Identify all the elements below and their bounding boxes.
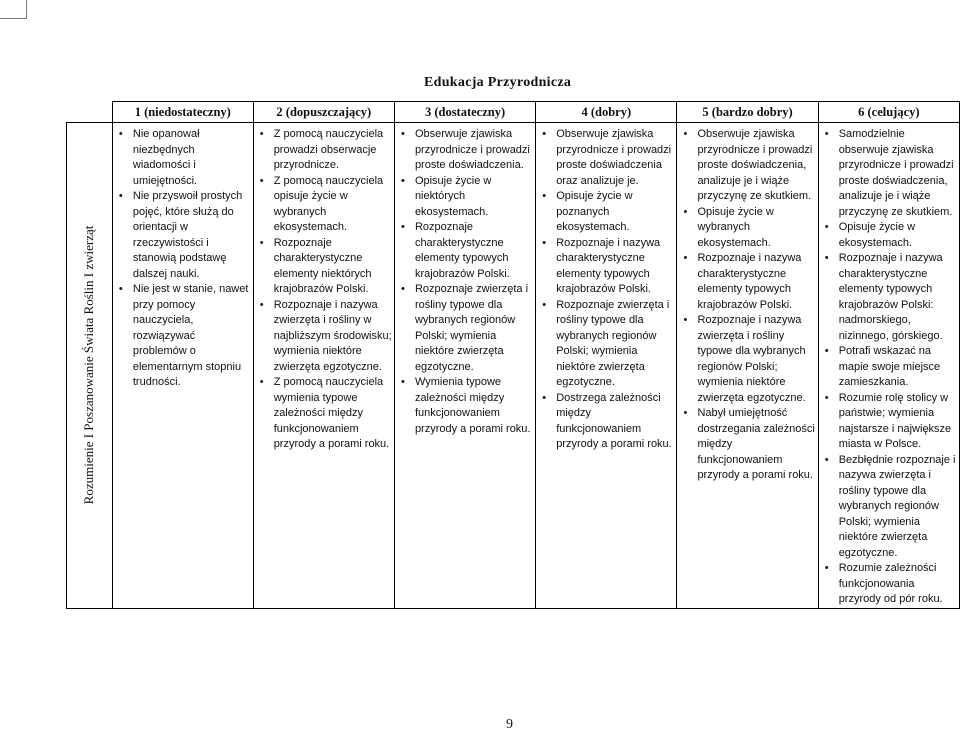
list-item: • Potrafi wskazać na mapie swoje miejsce zamieszkania. bbox=[839, 344, 957, 391]
grading-table bbox=[66, 101, 960, 609]
grade-1-cell bbox=[112, 123, 253, 609]
page-number: 9 bbox=[506, 717, 513, 732]
list-item: • Samodzielnie obserwuje zjawiska przyrodnicze i prowadzi proste doświadczenia, analizuje je i wiąże przyczynę ze skutkiem. bbox=[839, 127, 957, 220]
grade-header-5: 5 (bardzo dobry) bbox=[677, 102, 818, 123]
list-item: • Rozpoznaje zwierzęta i rośliny typowe dla wybranych regionów Polski; wymienia niektóre zwierzęta egzotyczne. bbox=[556, 298, 674, 391]
list-item: • Rozpoznaje i nazywa charakterystyczne elementy typowych krajobrazów Polski. bbox=[697, 251, 815, 313]
criteria-row bbox=[67, 123, 960, 609]
list-item: • Rozpoznaje zwierzęta i rośliny typowe dla wybranych regionów Polski; wymienia niektóre zwierzęta egzotyczne. bbox=[415, 282, 533, 375]
grade-header-6: 6 (celujący) bbox=[818, 102, 959, 123]
list-item: • Rozumie zależności funkcjonowania przyrody od pór roku. bbox=[839, 561, 957, 608]
list-item: • Z pomocą nauczyciela opisuje życie w wybranych ekosystemach. bbox=[274, 174, 392, 236]
crop-mark-vertical bbox=[26, 0, 27, 18]
grade-2-list bbox=[254, 127, 394, 453]
list-item: • Nie przyswoił prostych pojęć, które służą do orientacji w rzeczywistości i stanowią podstawę dalszej nauki. bbox=[133, 189, 251, 282]
list-item: • Rozpoznaje charakterystyczne elementy typowych krajobrazów Polski. bbox=[415, 220, 533, 282]
list-item: • Opisuje życie w wybranych ekosystemach. bbox=[697, 205, 815, 252]
list-item: • Nie opanował niezbędnych wiadomości i umiejętności. bbox=[133, 127, 251, 189]
document-title: Edukacja Przyrodnicza bbox=[424, 75, 572, 90]
list-item: • Nie jest w stanie, nawet przy pomocy nauczyciela, rozwiązywać problemów o elementarnym stopniu trudności. bbox=[133, 282, 251, 391]
grade-2-cell bbox=[253, 123, 394, 609]
grade-header-4: 4 (dobry) bbox=[536, 102, 677, 123]
list-item: • Dostrzega zależności między funkcjonowaniem przyrody a porami roku. bbox=[556, 391, 674, 453]
list-item: • Opisuje życie w niektórych ekosystemach. bbox=[415, 174, 533, 221]
list-item: • Opisuje życie w poznanych ekosystemach. bbox=[556, 189, 674, 236]
grade-5-cell bbox=[677, 123, 818, 609]
grade-header-2: 2 (dopuszczający) bbox=[253, 102, 394, 123]
grade-4-list bbox=[536, 127, 676, 453]
list-item: • Rozpoznaje i nazywa charakterystyczne elementy typowych krajobrazów Polski. bbox=[556, 236, 674, 298]
grade-4-cell bbox=[536, 123, 677, 609]
list-item: • Rozumie rolę stolicy w państwie; wymienia najstarsze i największe miasta w Polsce. bbox=[839, 391, 957, 453]
list-item: • Rozpoznaje i nazywa charakterystyczne elementy typowych krajobrazów Polski: nadmorskiego, nizinnego, górskiego. bbox=[839, 251, 957, 344]
side-label: Rozumienie I Poszanowanie Świata Roślin I zwierząt bbox=[81, 225, 97, 505]
list-item: • Z pomocą nauczyciela prowadzi obserwacje przyrodnicze. bbox=[274, 127, 392, 174]
list-item: • Rozpoznaje charakterystyczne elementy niektórych krajobrazów Polski. bbox=[274, 236, 392, 298]
grade-6-list bbox=[819, 127, 959, 608]
grade-3-cell bbox=[394, 123, 535, 609]
header-row bbox=[67, 102, 960, 123]
grade-header-3: 3 (dostateczny) bbox=[394, 102, 535, 123]
side-label-cell bbox=[67, 123, 113, 609]
grade-6-cell bbox=[818, 123, 959, 609]
crop-mark-horizontal bbox=[0, 18, 27, 19]
list-item: • Nabył umiejętność dostrzegania zależności między funkcjonowaniem przyrody a porami roku. bbox=[697, 406, 815, 484]
grade-3-list bbox=[395, 127, 535, 437]
list-item: • Rozpoznaje i nazywa zwierzęta i rośliny w najbliższym środowisku; wymienia niektóre zwierzęta egzotyczne. bbox=[274, 298, 392, 376]
list-item: • Opisuje życie w ekosystemach. bbox=[839, 220, 957, 251]
list-item: • Obserwuje zjawiska przyrodnicze i prowadzi proste doświadczenia oraz analizuje je. bbox=[556, 127, 674, 189]
grade-5-list bbox=[677, 127, 817, 484]
grade-1-list bbox=[113, 127, 253, 391]
list-item: • Rozpoznaje i nazywa zwierzęta i rośliny typowe dla wybranych regionów Polski; wymienia niektóre zwierzęta egzotyczne. bbox=[697, 313, 815, 406]
list-item: • Z pomocą nauczyciela wymienia typowe zależności między funkcjonowaniem przyrody a porami roku. bbox=[274, 375, 392, 453]
list-item: • Wymienia typowe zależności między funkcjonowaniem przyrody a porami roku. bbox=[415, 375, 533, 437]
list-item: • Obserwuje zjawiska przyrodnicze i prowadzi proste doświadczenia. bbox=[415, 127, 533, 174]
header-empty-cell bbox=[67, 102, 113, 123]
list-item: • Obserwuje zjawiska przyrodnicze i prowadzi proste doświadczenia, analizuje je i wiąże przyczynę ze skutkiem. bbox=[697, 127, 815, 205]
grade-header-1: 1 (niedostateczny) bbox=[112, 102, 253, 123]
list-item: • Bezbłędnie rozpoznaje i nazywa zwierzęta i rośliny typowe dla wybranych regionów Polski; wymienia niektóre zwierzęta egzotyczne. bbox=[839, 453, 957, 562]
